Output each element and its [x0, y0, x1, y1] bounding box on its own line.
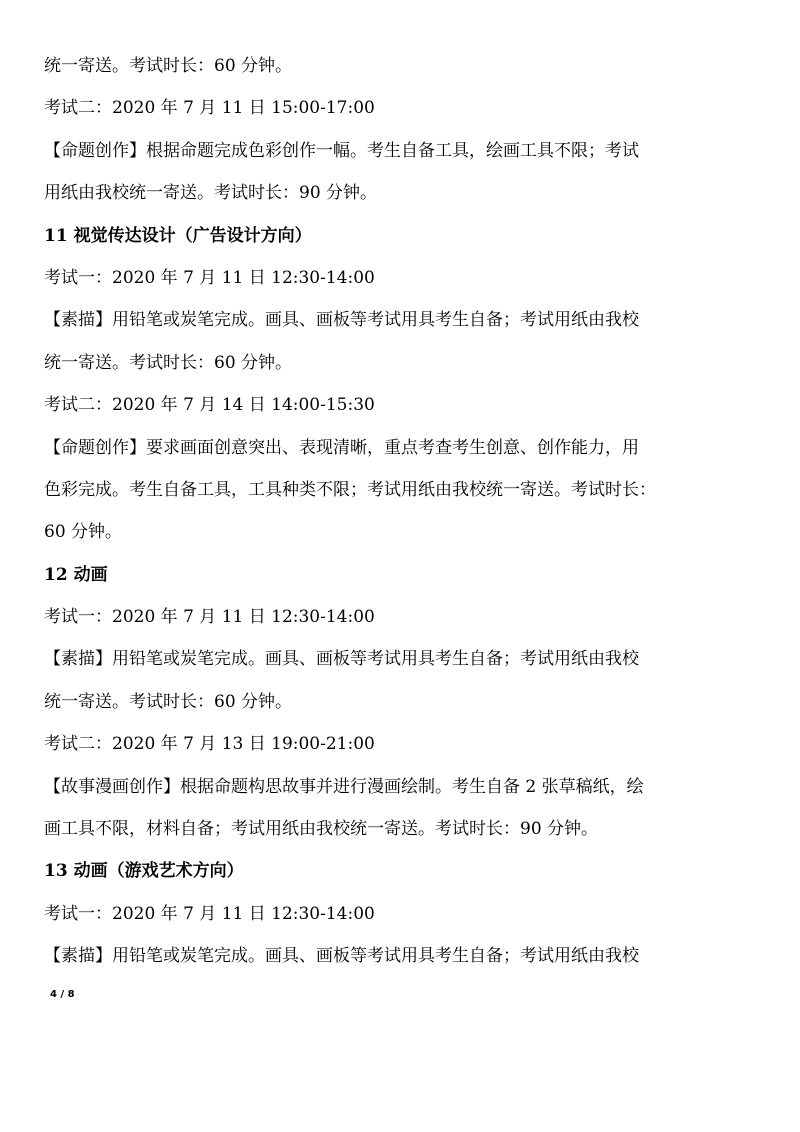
exam-schedule-line: 考试二：2020 年 7 月 14 日 14:00-15:30: [44, 395, 375, 416]
exam-schedule-line: 考试一：2020 年 7 月 11 日 12:30-14:00: [44, 903, 375, 924]
section-heading: 13 动画（游戏艺术方向）: [44, 861, 244, 882]
body-line: 60 分钟。: [44, 522, 123, 543]
body-line: 用纸由我校统一寄送。考试时长：90 分钟。: [44, 183, 378, 204]
body-line: 色彩完成。考生自备工具，工具种类不限；考试用纸由我校统一寄送。考试时长：: [44, 479, 656, 500]
body-line: 统一寄送。考试时长：60 分钟。: [44, 56, 293, 76]
exam-schedule-line: 考试二：2020 年 7 月 11 日 15:00-17:00: [44, 98, 375, 119]
body-line: 【命题创作】要求画面创意突出、表现清晰，重点考查考生创意、创作能力，用: [44, 437, 639, 458]
page-number: 4 / 8: [50, 989, 75, 1000]
exam-schedule-line: 考试一：2020 年 7 月 11 日 12:30-14:00: [44, 607, 375, 628]
body-line: 画工具不限，材料自备；考试用纸由我校统一寄送。考试时长：90 分钟。: [44, 819, 599, 840]
section-heading: 12 动画: [44, 564, 108, 585]
exam-schedule-line: 考试一：2020 年 7 月 11 日 12:30-14:00: [44, 267, 375, 288]
body-line: 统一寄送。考试时长：60 分钟。: [44, 352, 293, 373]
body-line: 统一寄送。考试时长：60 分钟。: [44, 691, 293, 712]
exam-schedule-line: 考试二：2020 年 7 月 13 日 19:00-21:00: [44, 734, 375, 755]
body-line: 【故事漫画创作】根据命题构思故事并进行漫画绘制。考生自备 2 张草稿纸，绘: [44, 776, 644, 797]
document-body: [44, 56, 756, 989]
body-line: 【素描】用铅笔或炭笔完成。画具、画板等考试用具考生自备；考试用纸由我校: [44, 946, 639, 967]
section-heading: 11 视觉传达设计（广告设计方向）: [44, 225, 312, 246]
body-line: 【素描】用铅笔或炭笔完成。画具、画板等考试用具考生自备；考试用纸由我校: [44, 649, 639, 670]
body-line: 【素描】用铅笔或炭笔完成。画具、画板等考试用具考生自备；考试用纸由我校: [44, 310, 639, 331]
body-line: 【命题创作】根据命题完成色彩创作一幅。考生自备工具，绘画工具不限；考试: [44, 140, 639, 161]
